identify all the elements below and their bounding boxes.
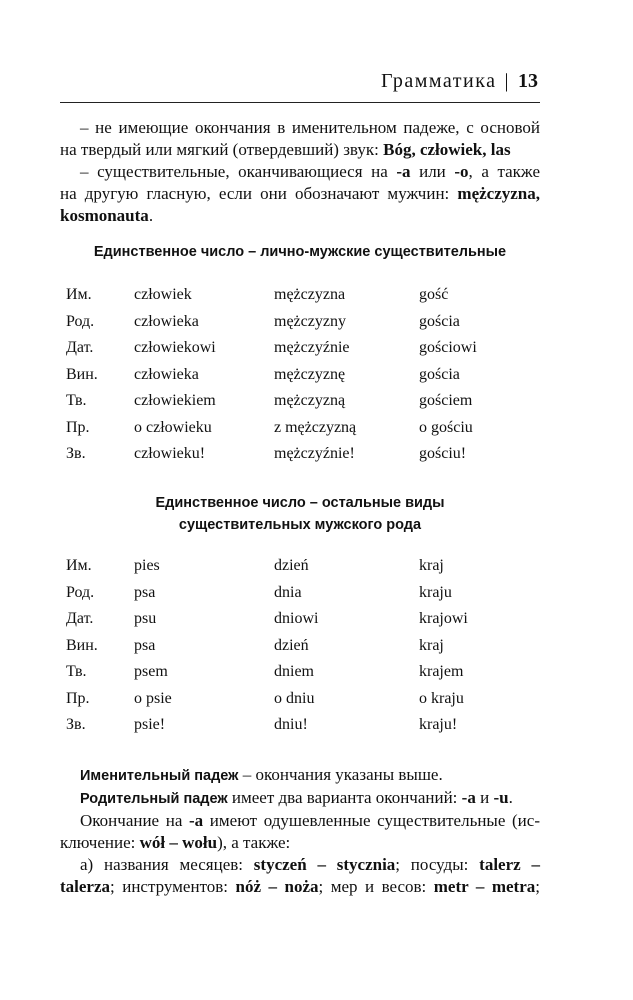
text-span: имеет два варианта окончаний: [227, 788, 462, 807]
table-row [66, 633, 519, 660]
text-span: или [410, 162, 455, 181]
table-row [66, 659, 519, 686]
case-form: krajem [419, 663, 464, 681]
text-span: имеют одушевленные существительные (ис- [203, 811, 540, 830]
example-words: styczeń – stycznia [253, 855, 396, 874]
outro-line-2 [60, 787, 540, 810]
case-form: kraju [419, 583, 452, 601]
outro-line-5 [60, 854, 540, 876]
table-row [66, 580, 519, 607]
outro-line-6 [60, 876, 540, 898]
table-row [66, 606, 519, 633]
case-form: z mężczyzną [274, 418, 357, 436]
text-span: ключение: [60, 833, 140, 852]
header-title: Грамматика [381, 70, 497, 92]
caption-line: существительных мужского рода [178, 517, 422, 533]
table-row [66, 712, 519, 739]
case-form: gościu! [419, 445, 467, 463]
text-span: на твердый или мягкий (отвердевший) звук: [60, 140, 384, 159]
table-row [66, 362, 519, 389]
text-span: – не имеющие окончания в именительном падеже, с основой [80, 118, 540, 137]
case-label: Род. [66, 312, 95, 330]
case-label: Тв. [66, 392, 87, 410]
case-form: o psie [134, 689, 172, 707]
case-form: człowiek [134, 286, 192, 304]
case-form: psa [134, 636, 156, 654]
case-label: Пр. [66, 689, 90, 707]
text-span: ; инструментов: [110, 877, 236, 896]
text-span: ), а также: [217, 833, 291, 852]
outro-line-1 [60, 764, 540, 787]
example-words: talerza [60, 877, 111, 896]
example-words: talerz – [479, 855, 540, 874]
case-form: człowieku! [134, 445, 206, 463]
ending: -a [396, 162, 411, 181]
table2-caption [60, 492, 540, 536]
table-row [66, 553, 519, 580]
intro-line-4 [60, 183, 540, 205]
example-words: metr – metra [433, 877, 536, 896]
case-label: Им. [66, 557, 92, 575]
table-row [66, 686, 519, 713]
case-label: Зв. [66, 445, 86, 463]
ending: -o [454, 162, 469, 181]
example-words: wół – wołu [139, 833, 218, 852]
case-form: mężczyzny [274, 312, 346, 330]
case-form: gościa [419, 365, 460, 383]
case-form: o gościu [419, 418, 473, 436]
case-label: Вин. [66, 365, 98, 383]
term-nominative: Именительный падеж [80, 768, 239, 784]
case-form: człowiekiem [134, 392, 216, 410]
outro-line-4 [60, 832, 540, 854]
text-span: , а также [468, 162, 540, 181]
case-form: człowieka [134, 365, 199, 383]
case-form: kraj [419, 636, 444, 654]
case-form: mężczyźnie [274, 339, 350, 357]
case-form: dniowi [274, 610, 319, 628]
example-words: nóż – noża [235, 877, 319, 896]
case-form: kraj [419, 557, 444, 575]
header-separator: | [504, 70, 510, 92]
case-label: Им. [66, 286, 92, 304]
intro-line-3 [60, 161, 540, 183]
ending: -a [189, 811, 204, 830]
case-form: dzień [274, 636, 309, 654]
case-form: psem [134, 663, 168, 681]
case-form: człowieka [134, 312, 199, 330]
case-form: psa [134, 583, 156, 601]
table-row [66, 335, 519, 362]
case-form: gościa [419, 312, 460, 330]
running-header [60, 70, 538, 93]
text-span: ; посуды: [395, 855, 480, 874]
case-form: o dniu [274, 689, 315, 707]
text-span: ; [535, 877, 540, 896]
intro-line-5 [60, 205, 540, 227]
case-form: mężczyzną [274, 392, 346, 410]
table-row [66, 441, 519, 468]
example-words: Bóg, człowiek, las [383, 140, 511, 159]
case-form: dzień [274, 557, 309, 575]
text-span: Окончание на [80, 811, 189, 830]
case-label: Зв. [66, 716, 86, 734]
text-span: – окончания указаны выше. [238, 765, 443, 784]
intro-line-2 [60, 139, 540, 161]
case-form: dniu! [274, 716, 308, 734]
case-label: Дат. [66, 610, 94, 628]
text-span: и [475, 788, 494, 807]
caption-line: Единственное число – остальные виды [155, 495, 445, 511]
case-form: psu [134, 610, 157, 628]
case-form: mężczyzna [274, 286, 346, 304]
intro-line-1 [60, 117, 540, 139]
text-span: – существительные, оканчивающиеся на [80, 162, 397, 181]
declension-table-other [66, 553, 519, 739]
case-form: dnia [274, 583, 302, 601]
table1-caption: Единственное число – лично-мужские существительные [93, 244, 507, 260]
case-form: gościem [419, 392, 473, 410]
table-row [66, 388, 519, 415]
case-form: mężczyznę [274, 365, 346, 383]
table-row [66, 415, 519, 442]
case-form: o kraju [419, 689, 464, 707]
case-form: gościowi [419, 339, 477, 357]
outro-paragraph [60, 764, 540, 898]
case-form: kraju! [419, 716, 458, 734]
outro-line-3 [60, 810, 540, 832]
intro-paragraph [60, 117, 540, 227]
declension-table-personal [66, 282, 519, 468]
case-form: dniem [274, 663, 314, 681]
case-form: krajowi [419, 610, 468, 628]
case-form: o człowieku [134, 418, 212, 436]
text-span: на другую гласную, если они обозначают мужчин: [60, 184, 458, 203]
example-word: mężczyzna, [457, 184, 540, 203]
case-label: Дат. [66, 339, 94, 357]
text-span: ; мер и весов: [318, 877, 434, 896]
case-form: gość [419, 286, 449, 304]
text-span: . [508, 788, 513, 807]
example-word: kosmonauta [60, 206, 149, 225]
table-row [66, 309, 519, 336]
case-label: Тв. [66, 663, 87, 681]
case-label: Род. [66, 583, 95, 601]
table-row [66, 282, 519, 309]
case-form: psie! [134, 716, 166, 734]
text-span: а) названия месяцев: [80, 855, 254, 874]
ending: -a [461, 788, 476, 807]
case-label: Вин. [66, 636, 98, 654]
case-form: mężczyźnie! [274, 445, 355, 463]
header-rule [60, 102, 540, 103]
page-number: 13 [518, 70, 538, 92]
text-span: . [148, 206, 154, 225]
case-form: pies [134, 557, 160, 575]
case-label: Пр. [66, 418, 90, 436]
case-form: człowiekowi [134, 339, 216, 357]
ending: -u [493, 788, 509, 807]
term-genitive: Родительный падеж [80, 791, 228, 807]
